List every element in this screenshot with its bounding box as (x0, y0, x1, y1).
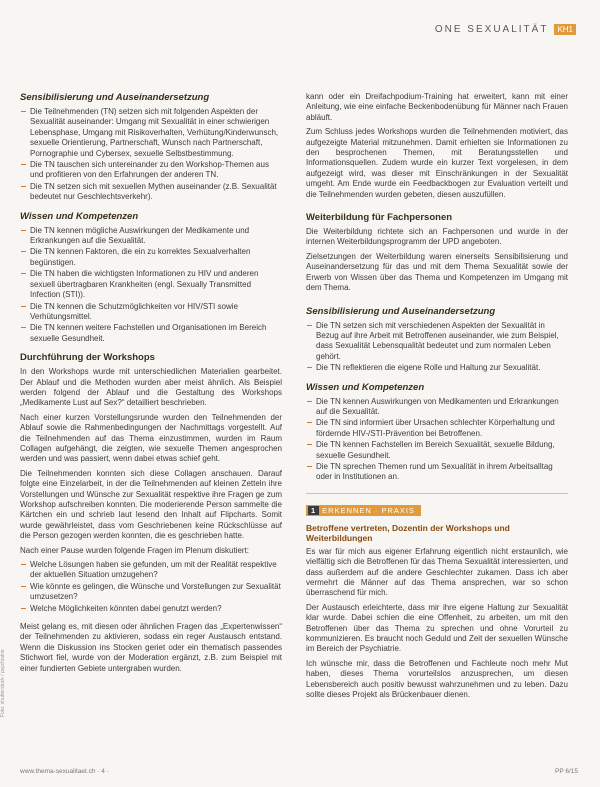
tag-label: ERKENNEN · PRAXIS (322, 505, 416, 515)
page-header (435, 24, 576, 35)
running-title: ONE SEXUALITÄT (434, 24, 549, 35)
right-column (306, 92, 568, 704)
testimonial-box (306, 493, 568, 701)
paragraph: Die Teilnehmenden konnten sich diese Collagen anschauen. Darauf folgte eine Einzelarbeit, in der die Teilnehmenden auf kleinen Zetteln ihre Vorstellungen und Wünsche zur Sexualität respektive ihre Fragen ge zum Workshop aufschreiben konnten. Die moderierende Person sammelte die Kärtchen ein und schrieb laut lesend den Inhalt auf Flipcharts. Somit wurde gewährleistet, dass vom Geschriebenen keine Rückschlüsse auf die Person gezogen werden konnten, die es geschrieben hatte. (20, 468, 282, 541)
section-title: Sensibilisierung und Auseinandersetzung (306, 305, 496, 317)
testimonial-tag (306, 505, 421, 516)
bullet-list (20, 107, 282, 203)
list-item: Die TN kennen weitere Fachstellen und Organisationen im Bereich sexuelle Gesundheit. (20, 323, 282, 344)
paragraph: Nach einer kurzen Vorstellungsrunde wurden den Teilnehmenden der Ablauf sowie die Rahmenbedingungen der Nachmittags vorgestellt. Auf die Teilnehmenden auf das Thema einzustimmen, wurden im Raum Collagen aufgehängt, die zeigten, wie sexuelle Themen angesprochen werden und was passiert, wenn dabei etwas schief geht. (20, 412, 282, 464)
list-item: Die TN setzen sich mit verschiedenen Aspekten der Sexualität in Bezug auf ihre Arbeit mit Betroffenen auseinander, wie zum Beispiel, dass Sexualität Lebensqualität bedeutet und zum normalen Leben gehört. (306, 321, 568, 363)
bullet-list (306, 321, 568, 374)
paragraph: Der Austausch erleichterte, dass mir ihre eigene Haltung zur Sexualität klar wurde. Dabei schien die eine Offenheit, zu arbeiten, um mit den Betroffenen über das Thema zu sprechen und ohne Vorurteil zu kommunizieren. Es braucht noch Geduld und Zeit der sexuellen Wünsche im Bereich der Psychiatrie. (306, 602, 568, 654)
list-item: Die TN kennen mögliche Auswirkungen der Medikamente und Erkrankungen auf die Sexualität. (20, 226, 282, 247)
page-badge: KH1 (554, 24, 576, 35)
list-item: Die TN kennen Fachstellen im Bereich Sexualität, sexuelle Bildung, sexuelle Gesundheit. (306, 440, 568, 461)
paragraph: kann oder ein Dreifachpodium-Training hat erweitert, kann mit einer Anleitung, wie eine einfache Beckenbodenübung für Männer nach Frauen abläuft. (306, 92, 568, 122)
list-item: Die TN kennen Faktoren, die ein zu korrektes Sexualverhalten begünstigen. (20, 247, 282, 268)
section-title: Wissen und Kompetenzen (306, 381, 425, 393)
section-title: Wissen und Kompetenzen (20, 210, 139, 222)
paragraph: In den Workshops wurde mit unterschiedlichen Materialien gearbeitet. Der Ablauf und die Methoden wurden aber meist ähnlich. Als Beispiel werden folgend der Ablauf und die Gestaltung des Workshops „Medikamente Lust auf Sex?“ detailliert beschrieben. (20, 367, 282, 408)
list-item: Welche Lösungen haben sie gefunden, um mit der Realität respektive der aktuellen Situation umzugehen? (20, 560, 282, 581)
footer-website: www.thema-sexualitaet.ch · 4 · (20, 768, 109, 775)
paragraph: Zum Schluss jedes Workshops wurden die Teilnehmenden motiviert, das aufgezeigte Material mitzunehmen. Damit erhielten sie Informationen zu den besprochenen Themen, mit Beratungsstellen und Informationsquellen. Zudem wurde ein kurzer Text vorgelesen, in dem aufgezeigt wird, was dieser mit Einschränkungen in der Sexualität umgeht. Am Ende wurde ein Feedbackbogen zur Evaluation verteilt und die Teilnehmenden wurden gebeten, diesen auszufüllen. (306, 127, 568, 199)
list-item: Die TN reflektieren die eigene Rolle und Haltung zur Sexualität. (306, 363, 568, 373)
list-item: Die TN kennen die Schutzmöglichkeiten vor HIV/STI sowie Verhütungsmittel. (20, 302, 282, 323)
list-item: Die TN tauschen sich untereinander zu den Workshop-Themen aus und profitieren von den Erfahrungen der anderen TN. (20, 160, 282, 181)
paragraph: Zielsetzungen der Weiterbildung waren einerseits Sensibilisierung und Auseinandersetzung für das und mit dem Thema Sexualität sowie der Erwerb von Wissen über das Thema und Kompetenzen im Umgang mit dem Thema. (306, 251, 568, 293)
list-item: Die TN haben die wichtigsten Informationen zu HIV und anderen sexuell übertragbaren Krankheiten (engl. Sexually Transmitted Infection (STI)). (20, 269, 282, 300)
bullet-list (20, 226, 282, 344)
footer-page: PP 6/15 (554, 768, 578, 775)
paragraph: Ich wünsche mir, dass die Betroffenen und Fachleute noch mehr Mut haben, dieses Thema vorurteilslos anzusprechen, um diesen Lebensbereich auch positiv bewusst wahrzunehmen und zu leben. Dazu sollte dieses Projekt als Brückenbauer dienen. (306, 658, 568, 700)
paragraph: Es war für mich aus eigener Erfahrung eigentlich nicht erstaunlich, wie vielfältig sich die Betroffenen für das Thema Sexualität interessierten, und dass außerdem auf die andere Geschlechter zukamen. Dass ich aber vermehrt die Männer auf das Thema ansprechen, war so schon überraschend für mich. (306, 546, 568, 598)
left-column (20, 92, 282, 678)
list-item: Die TN sind informiert über Ursachen schlechter Körperhaltung und fördernde HIV-/STI-Prävention bei Betroffenen. (306, 418, 568, 439)
paragraph: Nach einer Pause wurden folgende Fragen im Plenum diskutiert: (20, 545, 250, 555)
testimonial-heading: Betroffene vertreten, Dozentin der Workshops und Weiterbildungen (306, 522, 510, 543)
bullet-list (20, 560, 282, 614)
page-footer (20, 768, 578, 775)
bullet-list (306, 397, 568, 483)
section-title: Weiterbildung für Fachpersonen (306, 212, 453, 224)
list-item: Die TN setzen sich mit sexuellen Mythen auseinander (z.B. Sexualität bedeutet nur Geschlechtsverkehr). (20, 182, 282, 203)
list-item: Wie könnte es gelingen, die Wünsche und Vorstellungen zur Sexualität umzusetzen? (20, 582, 282, 603)
paragraph: Meist gelang es, mit diesen oder ähnlichen Fragen das „Expertenwissen“ der Teilnehmenden zu aktivieren, sodass ein reger Austausch entstand. Wenn die Diskussion ins Stocken geriet oder ein thematisch passendes Stichwort fiel, wurde von der Moderation ergänzt, z.B. zum Beispiel mit einer fundierten Gebiete untergraben wurden. (20, 622, 282, 673)
list-item: Die TN sprechen Themen rund um Sexualität in ihrem Arbeitsalltag oder in Institutionen an. (306, 462, 568, 483)
section-title: Sensibilisierung und Auseinandersetzung (20, 92, 210, 103)
paragraph: Die Weiterbildung richtete sich an Fachpersonen und wurde in der internen Weiterbildungsprogramm der UPD angeboten. (306, 227, 568, 247)
list-item: Die Teilnehmenden (TN) setzen sich mit folgenden Aspekten der Sexualität auseinander: Umgang mit Sexualität in einer schwierigen Lebensphase, Umgang mit Risikoverhalten, Verhütung/Kinderwunsch, sexuelle Orientierung, Partnerschaft, Wunsch nach Partnerschaft, Pornographie und Cybersex, sexuelle Selbstbestimmung. (20, 107, 282, 159)
section-title: Durchführung der Workshops (20, 352, 155, 364)
list-item: Die TN kennen Auswirkungen von Medikamenten und Erkrankungen auf die Sexualität. (306, 397, 568, 418)
vertical-credit: Foto: shutterstock / psychiatrie (0, 649, 6, 717)
list-item: Welche Möglichkeiten könnten dabei genutzt werden? (20, 604, 282, 614)
tag-number: 1 (308, 506, 319, 515)
